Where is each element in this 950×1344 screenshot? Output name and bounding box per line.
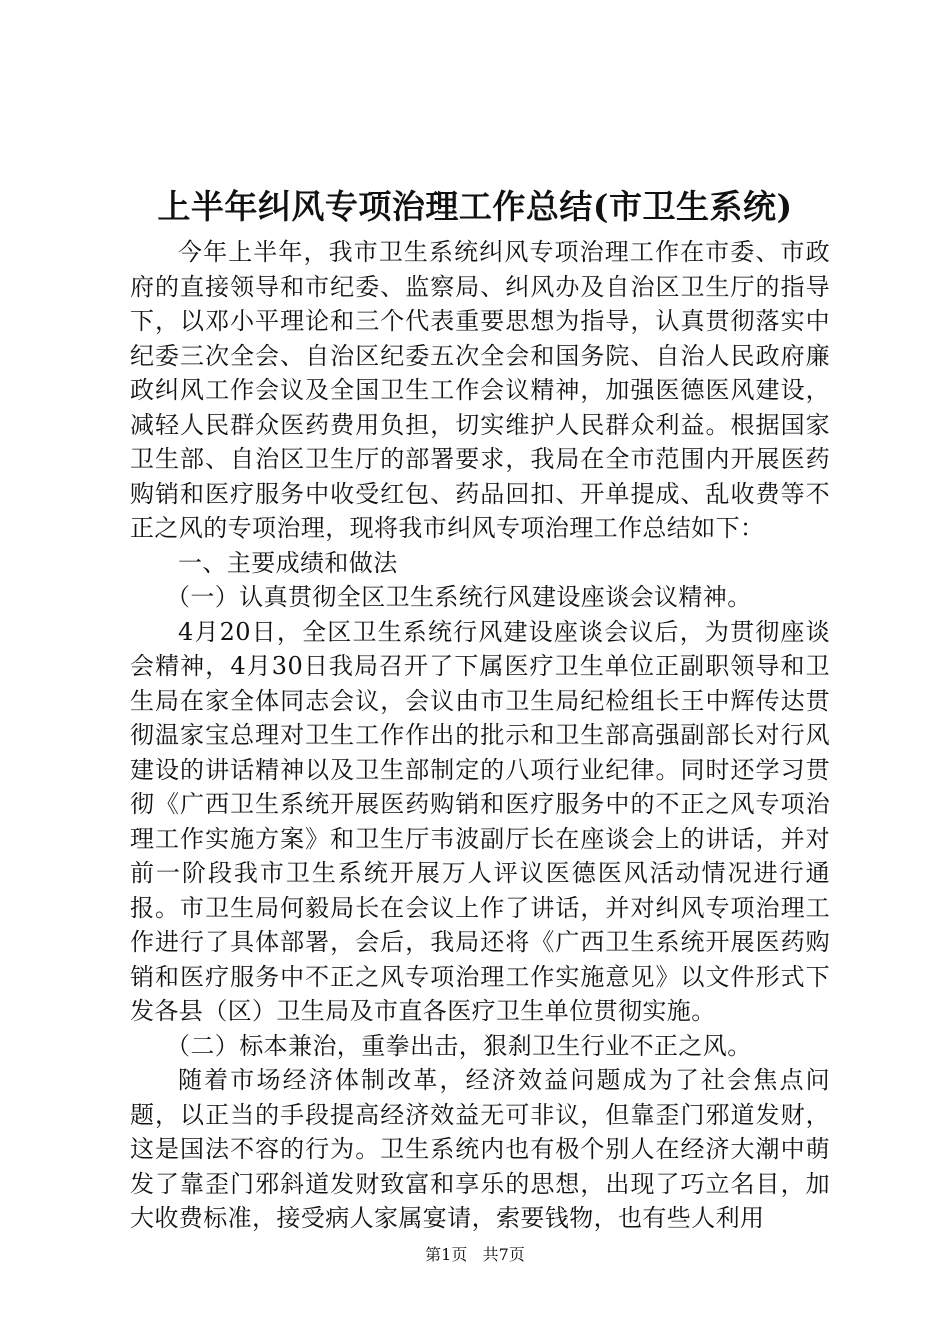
subsection-paragraph-1: 4月20日，全区卫生系统行风建设座谈会议后，为贯彻座谈会精神，4月30日我局召开了下属医疗卫生单位正副职领导和卫生局在家全体同志会议，会议由市卫生局纪检组长王中辉传达贯彻温家宝总理对卫生工作作出的批示和卫生部高强副部长对行风建设的讲话精神以及卫生部制定的八项行业纪律。同时还学习贯彻《广西卫生系统开展医药购销和医疗服务中的不正之风专项治理工作实施方案》和卫生厅韦波副厅长在座谈会上的讲话，并对前一阶段我市卫生系统开展万人评议医德医风活动情况进行通报。市卫生局何毅局长在会议上作了讲话，并对纠风专项治理工作进行了具体部署，会后，我局还将《广西卫生系统开展医药购销和医疗服务中不正之风专项治理工作实施意见》以文件形式下发各县（区）卫生局及市直各医疗卫生单位贯彻实施。 bbox=[130, 617, 830, 1025]
subsection-paragraph-2: 随着市场经济体制改革，经济效益问题成为了社会焦点问题，以正当的手段提高经济效益无可非议，但靠歪门邪道发财，这是国法不容的行为。卫生系统内也有极个别人在经济大潮中萌发了靠歪门邪斜道发财致富和享乐的思想，出现了巧立名目，加大收费标准，接受病人家属宴请，索要钱物，也有些人利用 bbox=[130, 1066, 830, 1232]
intro-paragraph: 今年上半年，我市卫生系统纠风专项治理工作在市委、市政府的直接领导和市纪委、监察局、纠风办及自治区卫生厅的指导下，以邓小平理论和三个代表重要思想为指导，认真贯彻落实中纪委三次全会、自治区纪委五次全会和国务院、自治人民政府廉政纠风工作会议及全国卫生工作会议精神，加强医德医风建设，减轻人民群众医药费用负担，切实维护人民群众利益。根据国家卫生部、自治区卫生厅的部署要求，我局在全市范围内开展医药购销和医疗服务中收受红包、药品回扣、开单提成、乱收费等不正之风的专项治理，现将我市纠风专项治理工作总结如下： bbox=[130, 238, 830, 542]
page-number: 第1页 bbox=[425, 1245, 468, 1264]
document-body bbox=[130, 235, 830, 1236]
document-title: 上半年纠风专项治理工作总结(市卫生系统) bbox=[157, 187, 793, 226]
footer-spacer bbox=[472, 1245, 477, 1264]
subsection-heading-2: （二）标本兼治，重拳出击，狠刹卫生行业不正之风。 bbox=[166, 1031, 752, 1060]
page-footer bbox=[0, 1244, 950, 1266]
subsection-heading-1: （一）认真贯彻全区卫生系统行风建设座谈会议精神。 bbox=[166, 583, 752, 611]
page-total: 共7页 bbox=[482, 1245, 525, 1264]
section-heading-1: 一、主要成绩和做法 bbox=[178, 548, 398, 577]
